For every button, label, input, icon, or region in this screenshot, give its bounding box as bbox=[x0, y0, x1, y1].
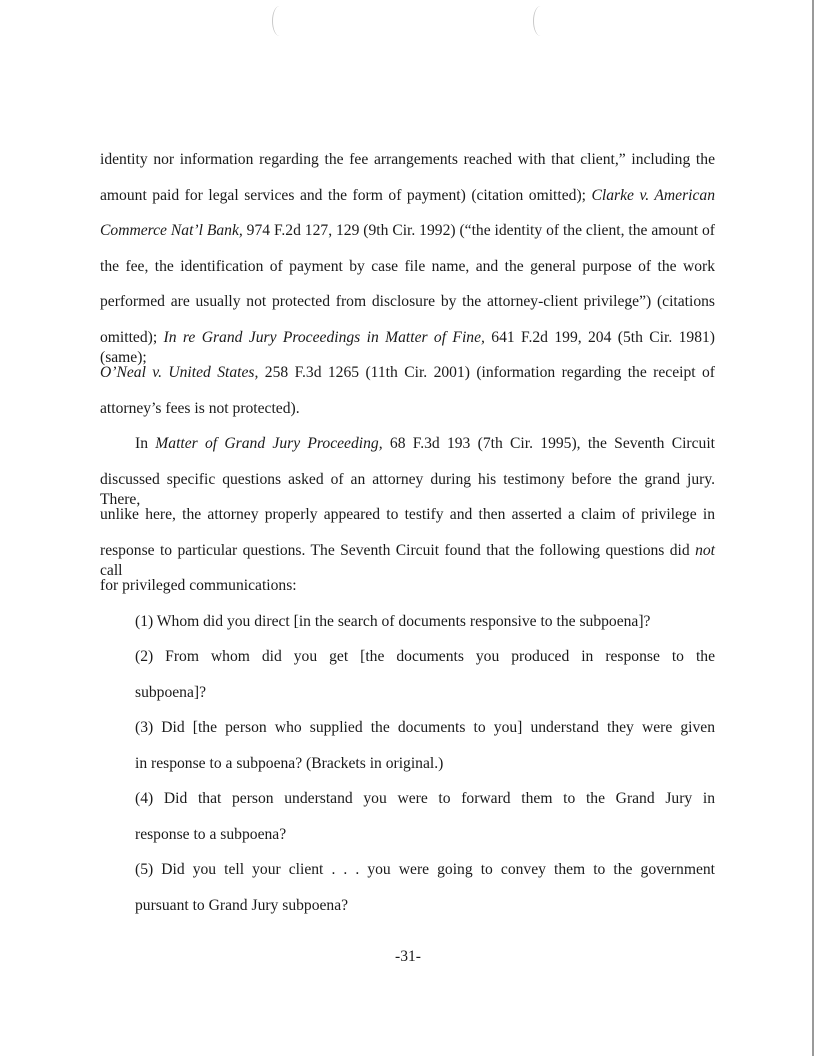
page-edge bbox=[812, 0, 814, 1056]
text-segment: amount paid for legal services and the form of payment) (citation omitted); bbox=[100, 186, 592, 204]
text-segment: (4) Did that person understand you were to forward them to the Grand Jury in bbox=[135, 790, 715, 807]
case-citation: not bbox=[695, 541, 715, 559]
text-line bbox=[135, 789, 715, 809]
text-line bbox=[100, 505, 715, 525]
text-line bbox=[100, 221, 715, 241]
case-citation: Clarke v. American bbox=[591, 186, 715, 204]
text-segment: omitted); bbox=[100, 328, 164, 346]
text-line bbox=[135, 718, 715, 738]
text-segment: (5) Did you tell your client . . . you were going to convey them to the government bbox=[135, 861, 715, 878]
scan-mark-left bbox=[272, 6, 287, 36]
text-segment: subpoena]? bbox=[135, 683, 207, 701]
case-citation: Matter of Grand Jury Proceeding, bbox=[155, 435, 383, 452]
text-line bbox=[100, 150, 715, 170]
text-line bbox=[135, 860, 715, 880]
text-line bbox=[135, 825, 715, 845]
text-line bbox=[135, 754, 715, 774]
text-segment: response to a subpoena? bbox=[135, 825, 287, 843]
text-segment: attorney’s fees is not protected). bbox=[100, 399, 300, 417]
page-number: -31- bbox=[395, 948, 421, 965]
text-segment: In bbox=[135, 435, 156, 452]
case-citation: O’Neal v. United States, bbox=[100, 364, 259, 381]
text-segment: the fee, the identification of payment by case file name, and the general purpose of the work bbox=[100, 257, 715, 275]
text-line bbox=[100, 186, 715, 206]
scan-mark-right bbox=[533, 6, 548, 36]
text-line bbox=[100, 434, 715, 454]
text-line bbox=[100, 292, 715, 312]
text-segment: pursuant to Grand Jury subpoena? bbox=[135, 896, 349, 914]
text-line bbox=[100, 470, 715, 508]
text-segment: discussed specific questions asked of an attorney during his testimony before the grand jury. There, bbox=[100, 470, 715, 508]
case-citation: Commerce Nat’l Bank, bbox=[100, 222, 243, 239]
text-line bbox=[100, 328, 715, 366]
text-segment: call bbox=[100, 561, 123, 579]
text-segment: 641 F.2d 199, 204 (5th Cir. 1981) (same); bbox=[100, 328, 715, 366]
text-line bbox=[100, 576, 715, 596]
text-line bbox=[100, 363, 715, 383]
text-segment: in response to a subpoena? (Brackets in original.) bbox=[135, 754, 444, 772]
text-segment: 974 F.2d 127, 129 (9th Cir. 1992) (“the identity of the client, the amount of bbox=[242, 222, 715, 239]
text-line bbox=[135, 612, 715, 632]
text-line bbox=[135, 896, 715, 916]
text-line bbox=[135, 647, 715, 667]
text-segment: unlike here, the attorney properly appeared to testify and then asserted a claim of privilege in bbox=[100, 506, 715, 523]
text-segment: (2) From whom did you get [the documents you produced in response to the bbox=[135, 648, 715, 665]
text-segment: 68 F.3d 193 (7th Cir. 1995), the Seventh Circuit bbox=[382, 435, 715, 452]
text-line bbox=[100, 399, 715, 419]
text-segment: (1) Whom did you direct [in the search of documents responsive to the subpoena]? bbox=[135, 612, 651, 630]
text-segment: (3) Did [the person who supplied the documents to you] understand they were given bbox=[135, 719, 715, 736]
text-segment: performed are usually not protected from disclosure by the attorney-client privilege”) (citations bbox=[100, 293, 715, 310]
text-line bbox=[100, 257, 715, 277]
text-line bbox=[100, 541, 715, 579]
text-segment: 258 F.3d 1265 (11th Cir. 2001) (information regarding the receipt of bbox=[258, 364, 715, 381]
text-segment: for privileged communications: bbox=[100, 577, 297, 594]
case-citation: In re Grand Jury Proceedings in Matter of Fine, bbox=[163, 328, 485, 346]
text-line bbox=[135, 683, 715, 703]
text-segment: identity nor information regarding the fee arrangements reached with that client,” including the bbox=[100, 151, 715, 168]
text-segment: response to particular questions. The Seventh Circuit found that the following questions did bbox=[100, 541, 696, 559]
